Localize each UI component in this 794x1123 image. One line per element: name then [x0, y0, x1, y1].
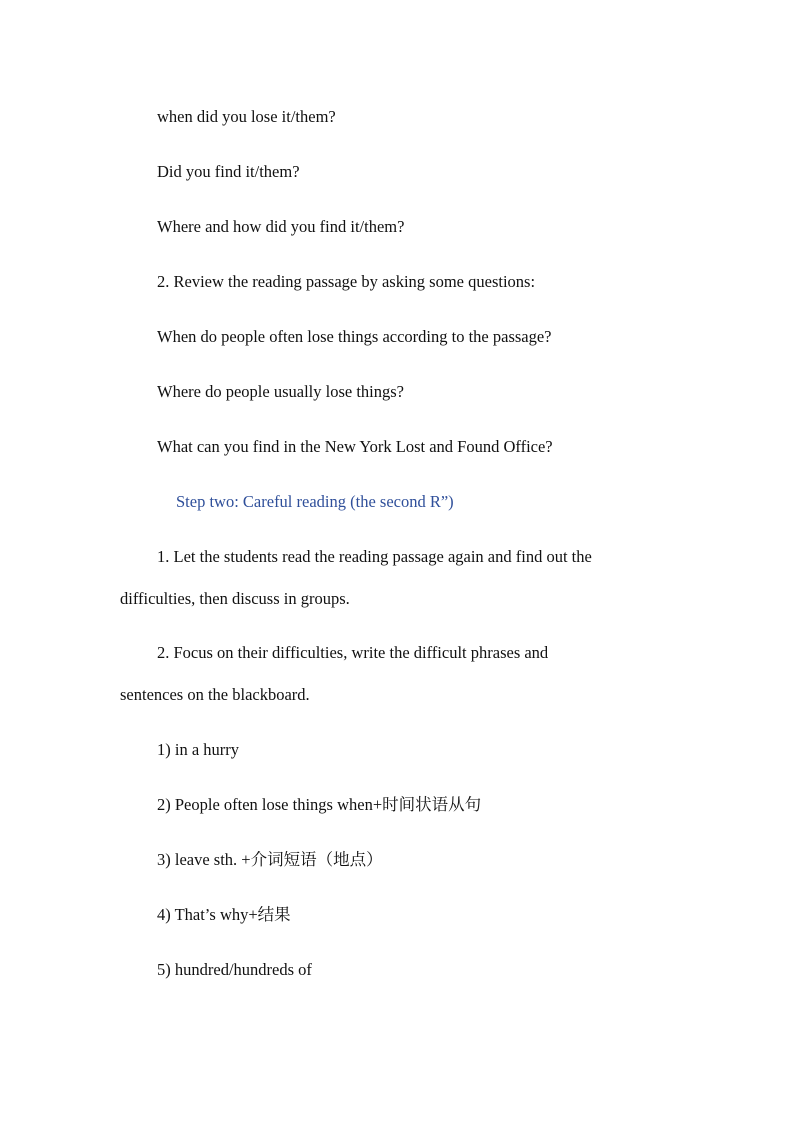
paragraph-1-line-1: 1. Let the students read the reading passage again and find out the: [157, 547, 592, 566]
question-when-people-lose: When do people often lose things according to the passage?: [157, 327, 552, 346]
list-item-5: 5) hundred/hundreds of: [157, 960, 312, 979]
question-when-lose: when did you lose it/them?: [157, 107, 336, 126]
list-item-3: 3) leave sth. +介词短语（地点）: [157, 850, 383, 869]
question-did-find: Did you find it/them?: [157, 162, 300, 181]
list-item-1: 1) in a hurry: [157, 740, 240, 759]
list-item-4: 4) That’s why+结果: [157, 905, 291, 924]
paragraph-1-line-2: difficulties, then discuss in groups.: [120, 589, 350, 608]
review-instruction: 2. Review the reading passage by asking some questions:: [157, 272, 536, 291]
paragraph-2-line-1: 2. Focus on their difficulties, write the difficult phrases and: [157, 643, 549, 662]
question-lost-found-office: What can you find in the New York Lost and Found Office?: [157, 437, 553, 456]
step-two-heading: Step two: Careful reading (the second R”): [176, 492, 454, 511]
question-where-how-find: Where and how did you find it/them?: [157, 217, 405, 236]
question-where-people-lose: Where do people usually lose things?: [157, 382, 404, 401]
list-item-2: 2) People often lose things when+时间状语从句: [157, 795, 482, 814]
paragraph-2-line-2: sentences on the blackboard.: [120, 685, 310, 704]
